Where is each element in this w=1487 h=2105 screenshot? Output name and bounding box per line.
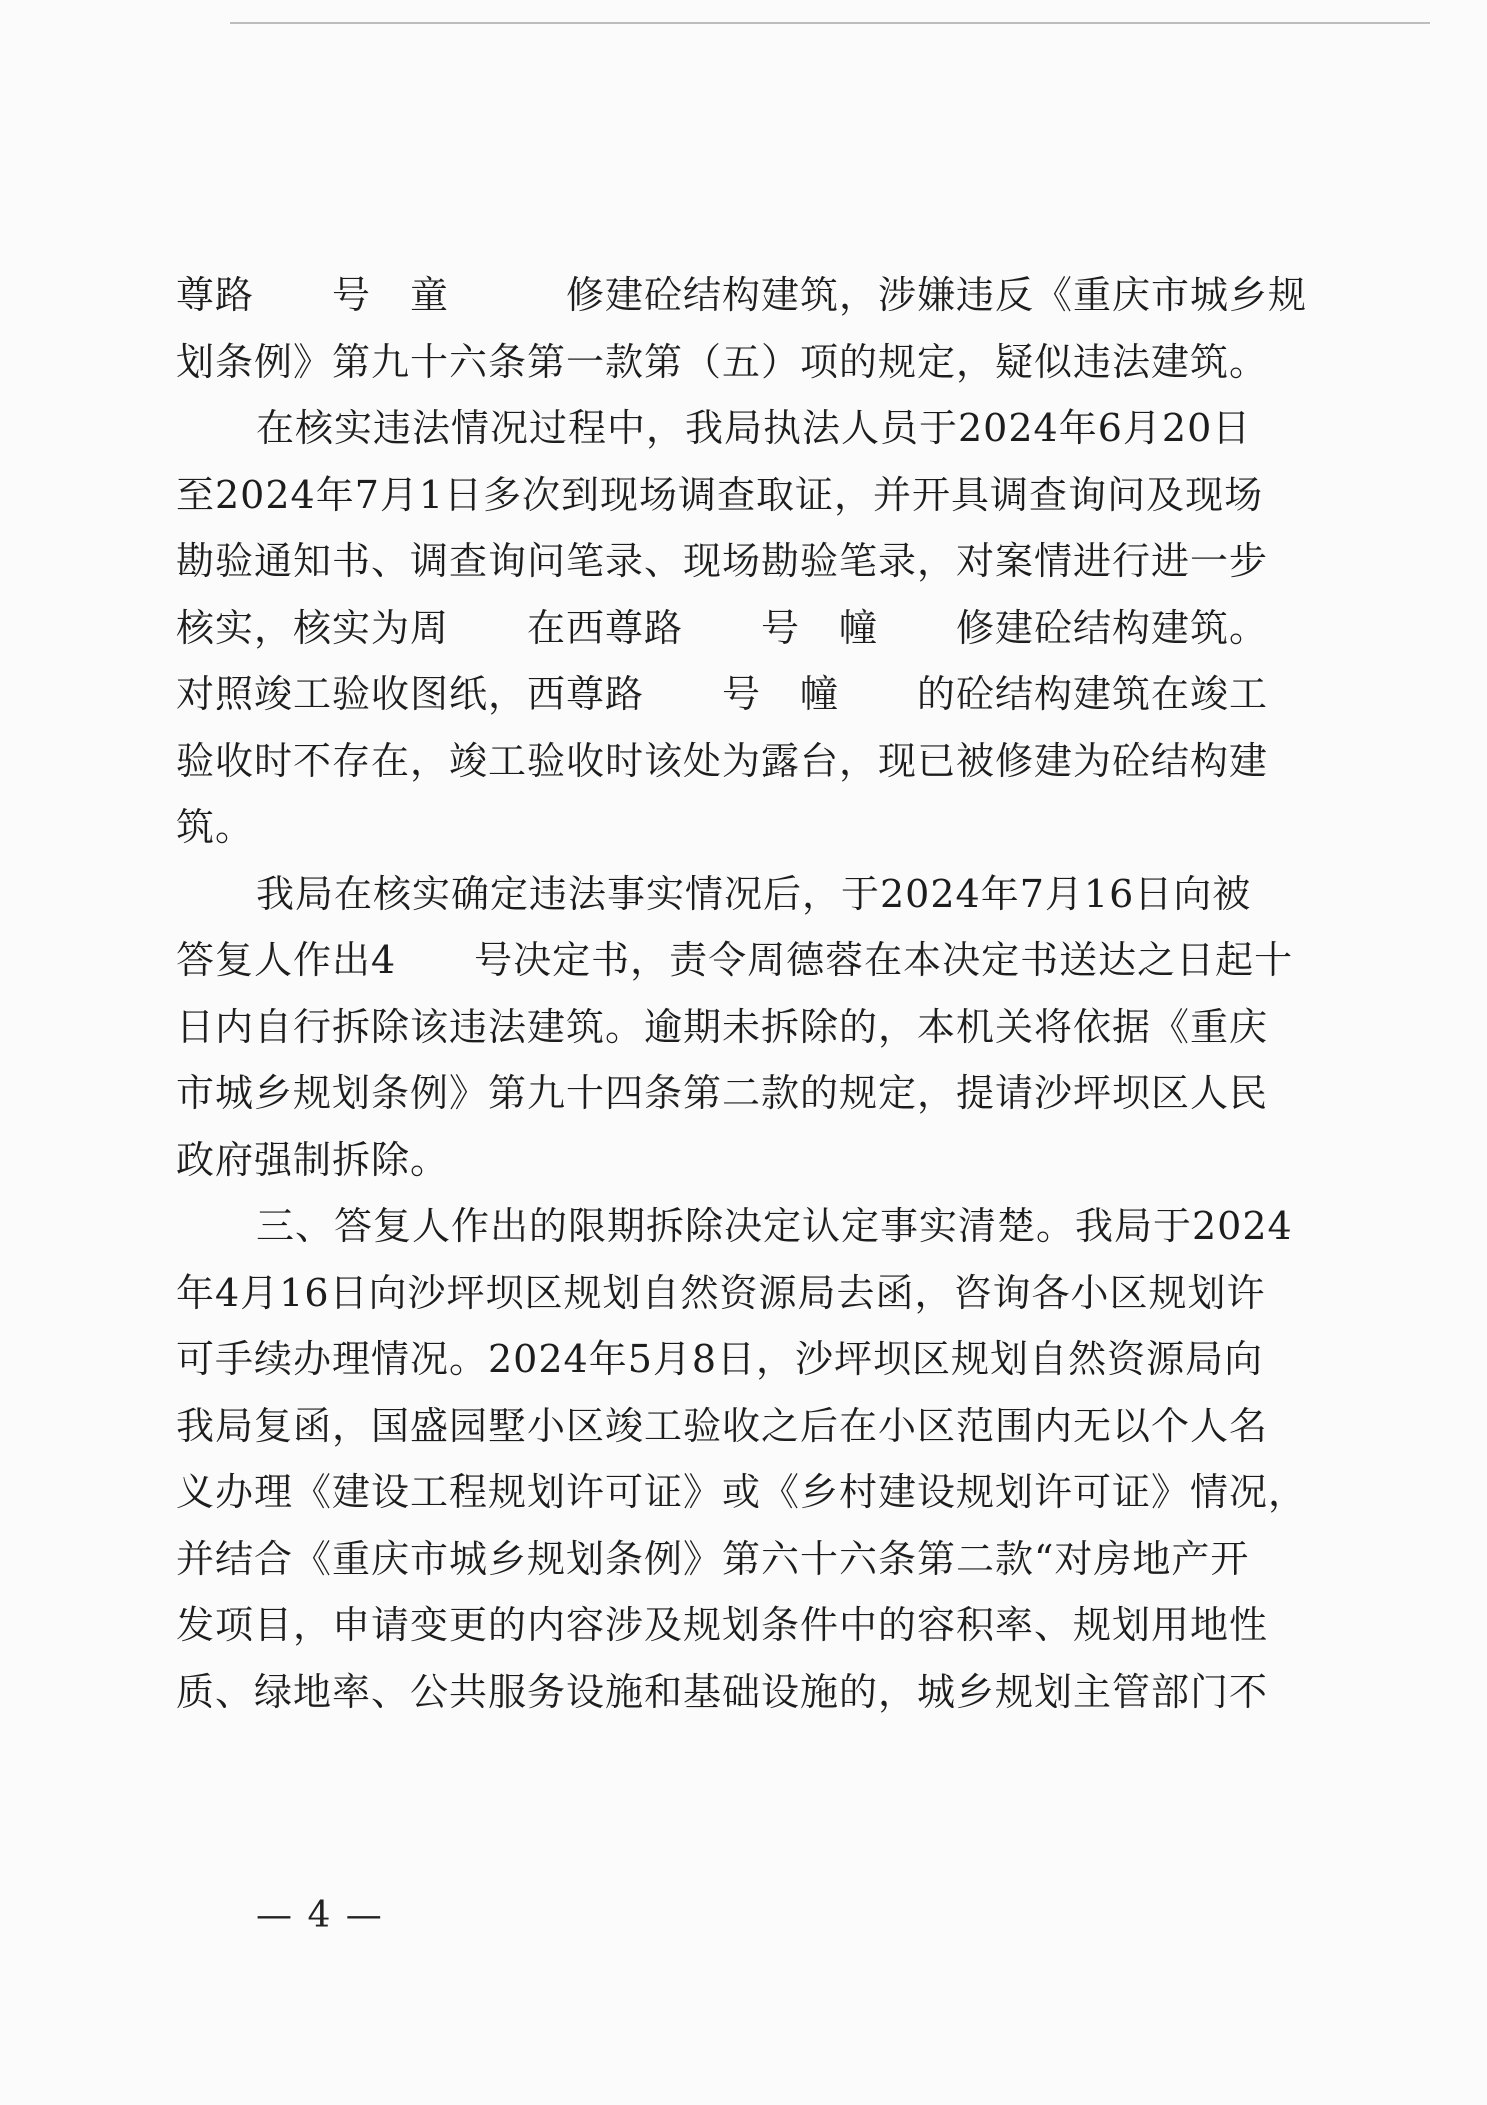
scan-edge-line	[230, 22, 1430, 24]
text-line: 年4月16日向沙坪坝区规划自然资源局去函，咨询各小区规划许	[176, 1270, 1266, 1315]
text-line: 至2024年7月1日多次到现场调查取证，并开具调查询问及现场	[176, 472, 1264, 517]
text-line: 日内自行拆除该违法建筑。逾期未拆除的，本机关将依据《重庆	[176, 1004, 1269, 1049]
text-line: 尊路 号 童 修建砼结构建筑，涉嫌违反《重庆市城乡规	[176, 273, 1308, 317]
text-line: 市城乡规划条例》第九十四条第二款的规定，提请沙坪坝区人民	[176, 1071, 1269, 1115]
text-line: 并结合《重庆市城乡规划条例》第六十六条第二款“对房地产开	[176, 1536, 1250, 1581]
text-line: 在核实违法情况过程中，我局执法人员于2024年6月20日	[256, 406, 1252, 450]
text-line: 我局复函，国盛园墅小区竣工验收之后在小区范围内无以个人名	[176, 1403, 1269, 1448]
text-line: 三、答复人作出的限期拆除决定认定事实清楚。我局于2024	[256, 1204, 1293, 1248]
text-line: 发项目，申请变更的内容涉及规划条件中的容积率、规划用地性	[176, 1603, 1269, 1647]
text-line: 我局在核实确定违法事实情况后，于2024年7月16日向被	[256, 871, 1252, 916]
text-line: 可手续办理情况。2024年5月8日，沙坪坝区规划自然资源局向	[176, 1337, 1264, 1381]
page-number: — 4 —	[256, 1895, 384, 1936]
text-line: 政府强制拆除。	[176, 1137, 450, 1182]
text-line: 义办理《建设工程规划许可证》或《乡村建设规划许可证》情况，	[176, 1470, 1308, 1514]
text-line: 筑。	[176, 805, 255, 849]
text-line: 答复人作出4 号决定书，责令周德蓉在本决定书送达之日起十	[176, 938, 1294, 982]
text-line: 勘验通知书、调查询问笔录、现场勘验笔录，对案情进行进一步	[176, 539, 1269, 583]
text-line: 划条例》第九十六条第一款第（五）项的规定，疑似违法建筑。	[176, 339, 1269, 384]
text-line: 质、绿地率、公共服务设施和基础设施的，城乡规划主管部门不	[176, 1669, 1269, 1714]
body-text	[176, 262, 1308, 1725]
text-line: 验收时不存在，竣工验收时该处为露台，现已被修建为砼结构建	[176, 738, 1269, 783]
text-line: 对照竣工验收图纸，西尊路 号 幢 的砼结构建筑在竣工	[176, 672, 1269, 716]
text-line: 核实，核实为周 在西尊路 号 幢 修建砼结构建筑。	[176, 605, 1269, 650]
